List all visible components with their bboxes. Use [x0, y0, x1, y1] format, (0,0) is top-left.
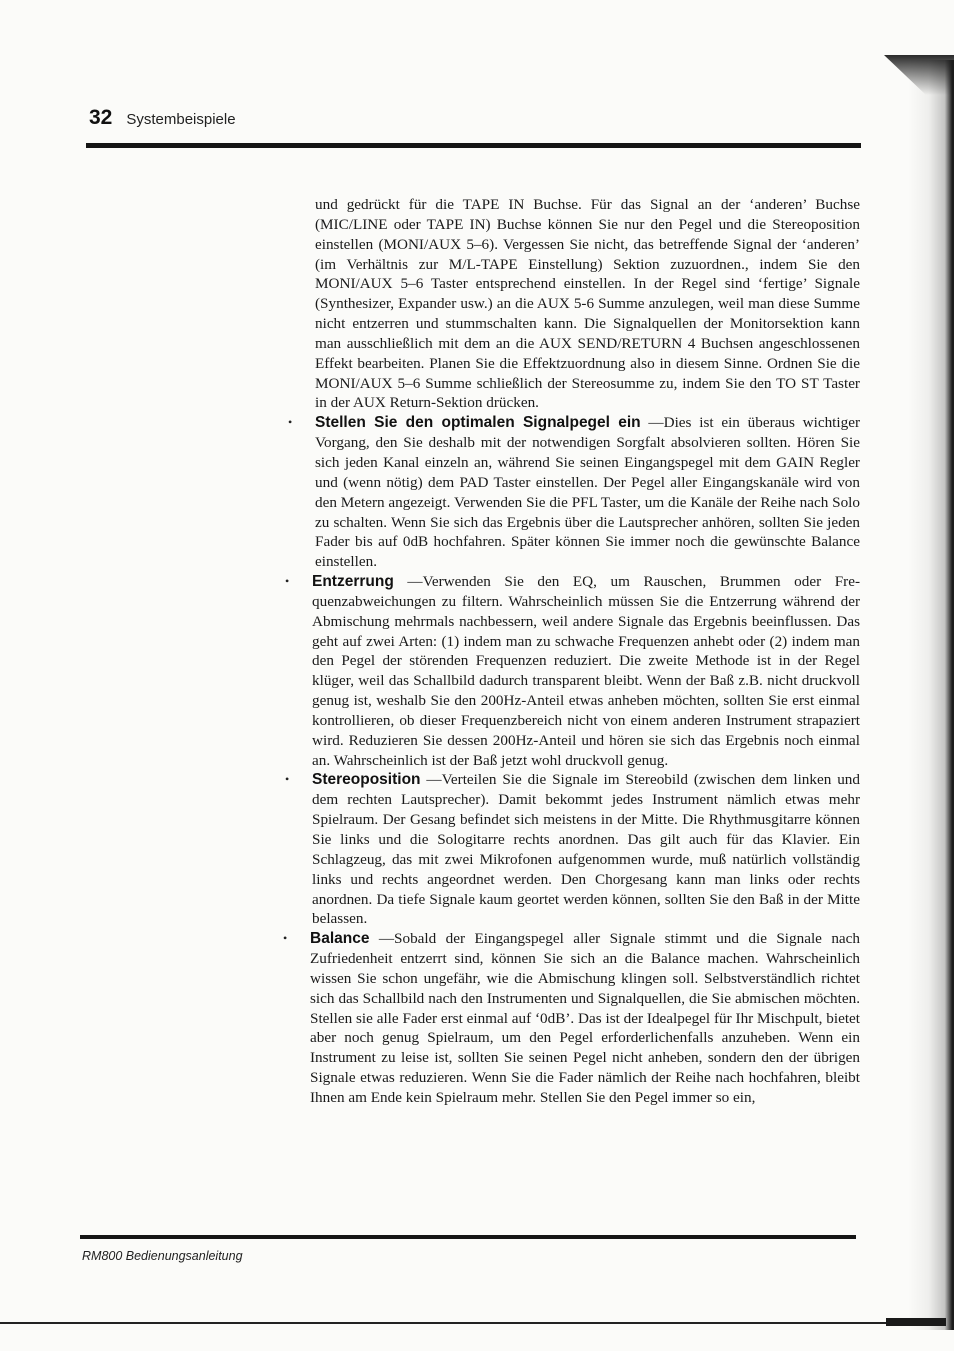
bullet-item-balance — [283, 929, 860, 1108]
bullet-term: Entzerrung — [312, 573, 394, 591]
bullet-term: Balance — [310, 930, 370, 948]
bullet-term: Stellen Sie den optimalen Signalpegel ein — [315, 414, 641, 432]
bullet-text: —Sobald der Eingangspegel aller Signale stimmt und die Signale nach Zufriedenheit entzerrt sind, können Sie sich an die Balance machen. Wahrscheinlich wissen Sie schon ungefähr, wie die Abmischung klingen soll. Selbstverständlich richtet sich das Schallbild nach den Instrumenten und Signalquellen, die Sie abmischen möchten. Stellen sie alle Fader erst einmal auf ‘0dB’. Das ist der Idealpegel für Ihr Mischpult, bietet aber noch genug Spielraum, um den Pegel erforderlichenfalls anzuheben. Wenn ein Instrument zu leise ist, sollten Sie seinen Pegel nicht anheben, sondern den der übrigen Signale etwas reduzieren. Wenn Sie die Fader nämlich der Reihe nach hochfahren, bleibt Ihnen am Ende kein Spielraum mehr. Stellen Sie den Pegel immer so ein, — [310, 930, 860, 1106]
scan-shadow-edge — [908, 60, 954, 1330]
bullet-text: —Verwenden Sie den EQ, um Rauschen, Brummen oder Frequenzabweichungen zu filtern. Wahrscheinlich müssen Sie die Entzerrung während der Abmischung mehrmals nachbessern, weil andere Signale das Ergebnis beeinflussen. Das geht auf zwei Arten: (1) indem man zu schwache Frequenzen anhebt oder (2) indem man den Pegel der störenden Frequenzen reduziert. Die zweite Methode ist in der Regel klüger, weil das Schallbild dadurch transparent bleibt. Wenn der Baß z.B. nicht druckvoll genug ist, weshalb Sie den 200Hz-Anteil etwas anheben möchten, sollten Sie erst einmal kontrollieren, ob dieser Frequenzbereich nicht von einem anderen Instrument strapaziert wird. Reduzieren Sie dessen 200Hz-Anteil und hören sie sich das Ergebnis noch einmal an. Wahrscheinlich ist der Baß jetzt wohl druckvoll genug. — [312, 573, 860, 769]
scan-bottom-edge — [0, 1322, 905, 1324]
intro-paragraph: und gedrückt für die TAPE IN Buchse. Für das Signal an der ‘anderen’ Buchse (MIC/LINE oder TAPE IN) Buchse können Sie nur den Pegel und die Stereoposition einstellen (MONI/AUX 5–6). Vergessen Sie nicht, das betreffende Signal der ‘anderen’ (im Verhältnis zur M/L-TAPE Einstellung) Sektion zuzuordnen., indem Sie den MONI/AUX 5–6 Taster entsprechend einstellen. In der Regel sind ‘fertige’ Signale (Synthesizer, Expander usw.) an die AUX 5-6 Summe anzulegen, weil man diese Summe nicht entzerren und stummschalten kann. Die Signalquellen der Monitorsektion kann man ausschließlich mit dem an die AUX SEND/RETURN 4 Buchsen angeschlossenen Effekt bearbeiten. Planen Sie die Effektzuordnung also in diesem Sinne. Ordnen Sie die MONI/AUX 5–6 Summe schließlich der Stereosumme zu, indem Sie den TO ST Taster in der AUX Return-Sektion drücken. — [315, 196, 860, 412]
page-header — [89, 106, 236, 130]
bullet-dot-icon: • — [283, 931, 288, 946]
bullet-item-signalpegel — [288, 413, 861, 572]
footer-manual-title: RM800 Bedienungsanleitung — [82, 1249, 243, 1263]
header-rule — [86, 143, 861, 148]
bullet-term: Stereoposition — [312, 771, 421, 789]
bullet-text: —Verteilen Sie die Signale im Stereobild (zwischen dem linken und dem rechten Lautsprecher). Damit bekommt jedes Instrument nämlich etwas mehr Spielraum. Der Gesang befindet sich meistens in der Mitte. Die Rhythmusgitarre können Sie links und die Sologitarre rechts anordnen. Das gilt auch für das Klavier. Ein Schlagzeug, das mit zwei Mikrofonen aufgenommen wurde, muß natürlich vollständig links und rechts angeordnet werden. Den Chorgesang kann man links oder rechts anordnen. Da tiefe Signale kaum geortet werden können, sollten Sie den Baß in der Mitte belassen. — [312, 771, 860, 928]
section-title: Systembeispiele — [126, 111, 236, 128]
bullet-item-stereoposition — [285, 770, 860, 929]
bullet-dot-icon: • — [288, 415, 293, 430]
page-number: 32 — [89, 106, 113, 129]
bullet-dot-icon: • — [285, 772, 290, 787]
bullet-list — [283, 413, 861, 1108]
bullet-text: —Dies ist ein überaus wichtiger Vorgang, den Sie deshalb mit der notwendigen Sorgfalt absolvieren sollten. Hören Sie sich jeden Kanal einzeln an, während Sie seinen Eingangspegel mit dem GAIN Regler und (wenn nötig) dem PAD Taster einstellen. Der Pegel aller Eingangskanäle wird von den Metern angezeigt. Verwenden Sie die PFL Taster, um die Kanäle der Reihe nach Solo zu schalten. Wenn Sie sich das Ergebnis über die Lautsprecher anhören, sollten Sie jeden Fader bis auf 0dB hochfahren. Später können Sie immer noch die gewünschte Balance einstellen. — [315, 414, 861, 571]
footer-rule — [80, 1235, 856, 1239]
bullet-dot-icon: • — [285, 574, 290, 589]
scan-bottom-corner — [886, 1318, 946, 1326]
body-text — [283, 195, 861, 1108]
bullet-item-entzerrung — [285, 572, 860, 770]
